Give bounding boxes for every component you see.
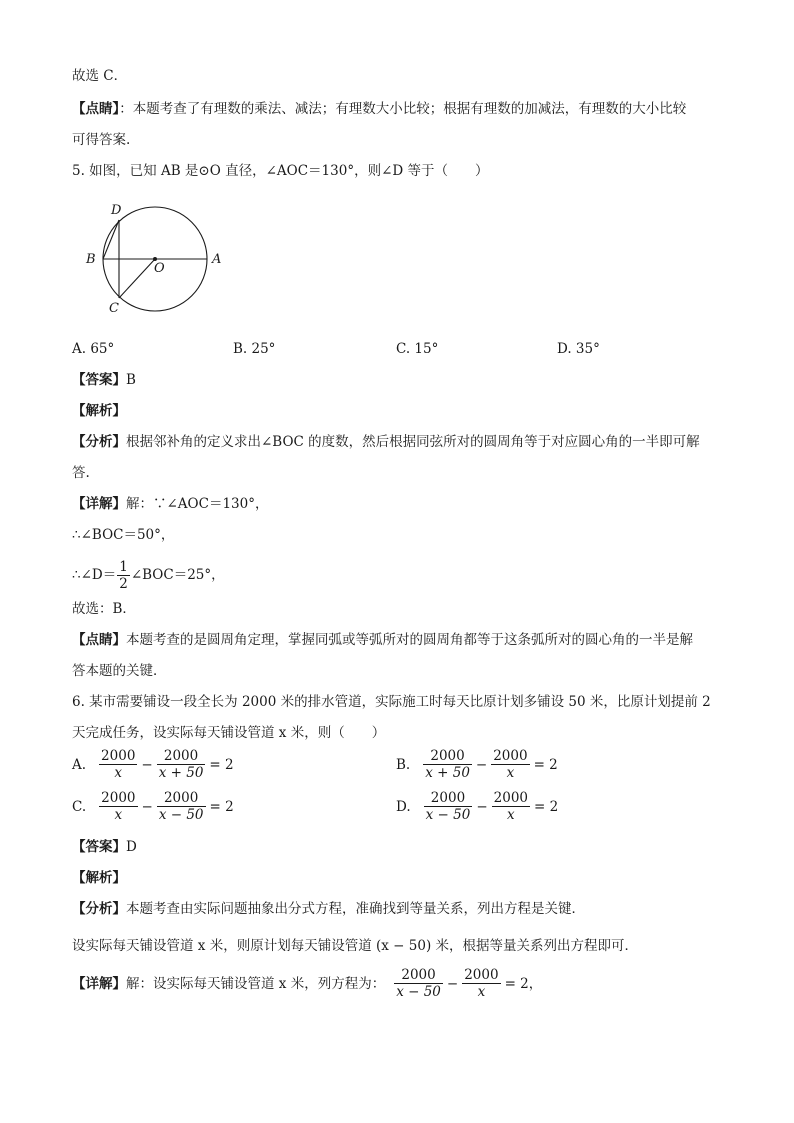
frac-num: 2000 — [157, 748, 206, 765]
q6-option-d — [396, 790, 561, 823]
q5-detail-line1 — [72, 495, 268, 513]
question-6-stem-line2: 天完成任务，设实际每天铺设管道 x 米，则（ ） — [72, 725, 386, 741]
q5-option-b: B. 25° — [233, 341, 276, 357]
frac-den: x — [114, 765, 123, 781]
prev-answer-choose: 故选 C． — [72, 68, 128, 84]
detail-text: 解：∵∠AOC＝130°， — [126, 496, 269, 512]
option-label: B. — [396, 756, 411, 773]
q5-option-d: D. 35° — [557, 341, 600, 357]
frac-num: 2000 — [101, 748, 136, 764]
detail-tag: 【详解】 — [72, 975, 126, 992]
answer-value: D — [126, 839, 137, 855]
fenxi-text: 本题考查由实际问题抽象出分式方程，准确找到等量关系，列出方程是关键． — [126, 901, 585, 917]
rhs: = 2 — [534, 798, 559, 815]
label-a: A — [212, 252, 222, 267]
chord-db — [103, 220, 119, 259]
q5-choose: 故选：B． — [72, 601, 136, 617]
rhs: = 2， — [504, 975, 543, 992]
frac-num: 2000 — [423, 748, 472, 765]
minus-sign: − — [141, 756, 153, 773]
prev-dianjing-line2: 可得答案. — [72, 132, 131, 148]
fenxi-tag: 【分析】 — [72, 901, 126, 917]
frac-den: x — [477, 984, 486, 1000]
detail-line3-post: ∠BOC＝25°， — [130, 567, 225, 583]
dianjing-tag: 【点睛】 — [72, 101, 120, 117]
dianjing-tag: 【点睛】 — [72, 632, 126, 648]
circle-figure — [84, 200, 234, 318]
q6-setup-text: 设实际每天铺设管道 x 米，则原计划每天铺设管道 (x − 50) 米，根据等量关系列出方程即可． — [72, 938, 638, 954]
dianjing-text: 本题考查的是圆周角定理，掌握同弧或等弧所对的圆周角都等于这条弧所对的圆心角的一半是解 — [126, 632, 693, 648]
q5-option-a: A. 65° — [72, 341, 115, 357]
frac-den: 2 — [119, 576, 128, 592]
rhs: = 2 — [209, 798, 234, 815]
frac-den: x + 50 — [158, 765, 204, 781]
option-label: C. — [72, 798, 87, 815]
rhs: = 2 — [533, 756, 558, 773]
q5-fenxi-line2: 答. — [72, 465, 90, 481]
frac-den: x + 50 — [425, 765, 470, 781]
question-6-stem-line1: 6. 某市需要铺设一段全长为 2000 米的排水管道，实际施工时每天比原计划多铺设 50 米，比原计划提前 2 — [72, 694, 711, 710]
dianjing-text: ：本题考查了有理数的乘法、减法；有理数大小比较；根据有理数的加减法，有理数的大小比较 — [119, 101, 687, 117]
q6-answer — [72, 838, 137, 856]
label-o: O — [154, 261, 165, 276]
minus-sign: − — [141, 798, 153, 815]
frac-num: 2000 — [157, 790, 206, 807]
q5-detail-line3 — [72, 557, 225, 593]
question-5-stem: 5. 如图，已知 AB 是⊙O 直径，∠AOC＝130°，则∠D 等于（ ） — [72, 163, 489, 179]
label-b: B — [86, 252, 96, 267]
minus-sign: − — [446, 975, 459, 992]
rhs: = 2 — [209, 756, 234, 773]
frac-den: x − 50 — [425, 807, 471, 823]
q5-answer — [72, 371, 136, 389]
q5-dianjing-line1 — [72, 631, 693, 649]
prev-dianjing-line1 — [72, 100, 686, 118]
detail-tag: 【详解】 — [72, 496, 126, 512]
frac-num: 2000 — [424, 790, 473, 807]
answer-tag: 【答案】 — [72, 372, 126, 388]
q5-detail-line2: ∴∠BOC＝50°， — [72, 527, 175, 543]
radius-oc — [119, 259, 155, 298]
frac-num: 2000 — [493, 748, 528, 764]
q5-jiexi: 【解析】 — [72, 403, 126, 419]
fenxi-tag: 【分析】 — [72, 434, 126, 450]
q6-jiexi: 【解析】 — [72, 870, 126, 886]
label-d: D — [111, 203, 122, 218]
answer-tag: 【答案】 — [72, 839, 126, 855]
frac-num: 1 — [119, 559, 128, 575]
q6-option-a — [72, 748, 237, 781]
q6-fenxi — [72, 900, 585, 918]
frac-den: x − 50 — [396, 984, 441, 1000]
q6-option-b — [396, 748, 561, 781]
frac-num: 2000 — [394, 967, 443, 984]
frac-den: x — [114, 807, 123, 823]
frac-num: 2000 — [464, 967, 499, 983]
frac-num: 2000 — [101, 790, 136, 806]
q6-option-c — [72, 790, 237, 823]
answer-value: B — [126, 372, 136, 388]
option-label: A. — [72, 756, 87, 773]
q5-option-c: C. 15° — [396, 341, 439, 357]
frac-num: 2000 — [493, 790, 528, 806]
fraction-half — [117, 559, 130, 592]
detail-text: 解：设实际每天铺设管道 x 米，列方程为： — [126, 975, 386, 992]
q5-dianjing-line2: 答本题的关键． — [72, 663, 167, 679]
minus-sign: − — [476, 798, 488, 815]
option-label: D. — [396, 798, 411, 815]
fenxi-text: 根据邻补角的定义求出∠BOC 的度数，然后根据同弦所对的圆周角等于对应圆心角的一半即可解 — [126, 434, 700, 450]
minus-sign: − — [475, 756, 488, 773]
q5-fenxi-line1 — [72, 433, 700, 451]
q6-detail — [72, 967, 545, 1000]
frac-den: x − 50 — [158, 807, 204, 823]
frac-den: x — [507, 807, 515, 823]
detail-line3-pre: ∴∠D＝ — [72, 567, 117, 583]
label-c: C — [109, 301, 119, 316]
frac-den: x — [506, 765, 515, 781]
